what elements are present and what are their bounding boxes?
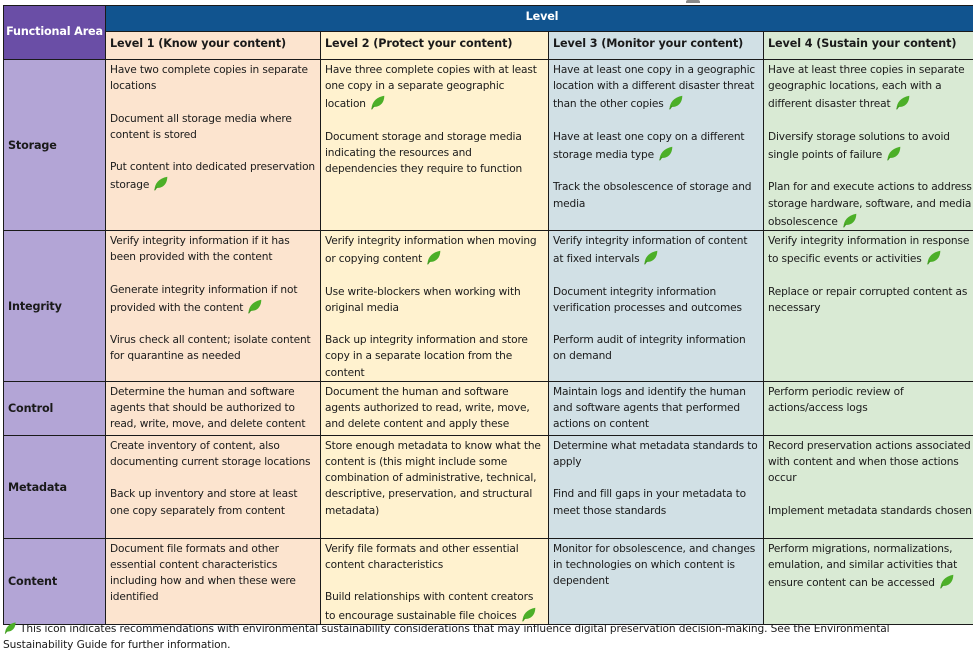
header-row-levels (4, 32, 973, 60)
table-row-control (4, 381, 973, 435)
recommendation-item (553, 486, 759, 518)
level-header: Level (106, 6, 973, 32)
table-row-storage (4, 60, 973, 231)
recommendation-text: Perform periodic review of actions/access logs (768, 385, 904, 414)
level-3-cell (549, 538, 764, 624)
recommendation-item (553, 384, 759, 433)
recommendation-text: Build relationships with content creators to encourage sustainable file choices (325, 591, 534, 622)
level-4-cell (764, 435, 973, 538)
legend (3, 621, 963, 653)
level-3-cell (549, 435, 764, 538)
level-4-header: Level 4 (Sustain your content) (764, 32, 973, 60)
level-1-cell (106, 60, 321, 231)
leaf-icon (657, 145, 674, 162)
recommendation-item (325, 589, 544, 623)
recommendation-item (553, 129, 759, 163)
recommendation-text: Document file formats and other essential content characteristics including how and when these were identified (110, 542, 296, 604)
level-1-cell (106, 538, 321, 624)
recommendation-text: Have two complete copies in separate locations (110, 64, 308, 93)
recommendation-text: Document the human and software agents authorized to read, write, move, and delete content and apply these (325, 385, 530, 431)
leaf-icon (152, 175, 169, 192)
functional-area-cell: Content (4, 538, 106, 624)
leaf-icon (425, 249, 442, 266)
recommendation-text: Generate integrity information if not provided with the content (110, 283, 298, 314)
recommendation-item (553, 62, 759, 113)
recommendation-item (325, 233, 544, 267)
level-2-cell (321, 538, 549, 624)
recommendation-text: Store enough metadata to know what the content is (this might include some combination of administrative, technical, descriptive, preservation, and structural metadata) (325, 439, 541, 517)
recommendation-item (553, 332, 759, 364)
recommendation-text: Use write-blockers when working with original media (325, 285, 521, 314)
header-row-level (4, 6, 973, 32)
recommendation-text: Verify integrity information of content at fixed intervals (553, 235, 748, 266)
recommendation-item (768, 503, 973, 519)
recommendation-item (110, 332, 316, 364)
recommendation-text: Perform migrations, normalizations, emulation, and similar activities that ensure content can be accessed (768, 542, 958, 590)
level-2-header: Level 2 (Protect your content) (321, 32, 549, 60)
recommendation-item (325, 541, 544, 573)
recommendation-text: Maintain logs and identify the human and software agents that performed actions on content (553, 385, 746, 431)
recommendation-text: Create inventory of content, also documenting current storage locations (110, 439, 311, 468)
recommendation-item (553, 179, 759, 211)
level-2-cell (321, 60, 549, 231)
table-row-integrity (4, 231, 973, 382)
recommendation-item (768, 284, 973, 316)
level-2-cell (321, 435, 549, 538)
recommendation-text: Put content into dedicated preservation storage (110, 161, 315, 192)
recommendation-item (325, 62, 544, 113)
leaf-icon (938, 573, 955, 590)
recommendation-text: Document integrity information verification processes and outcomes (553, 285, 742, 314)
functional-area-cell: Metadata (4, 435, 106, 538)
functional-area-cell: Control (4, 381, 106, 435)
recommendation-text: Have at least three copies in separate geographic locations, each with a different disaster threat (768, 64, 965, 111)
recommendation-text: Verify integrity information when moving or copying content (325, 235, 537, 266)
recommendation-item (325, 284, 544, 316)
recommendation-item (325, 332, 544, 381)
recommendation-text: Virus check all content; isolate content for quarantine as needed (110, 334, 311, 363)
recommendation-text: Document all storage media where content is stored (110, 112, 292, 141)
recommendation-item (110, 486, 316, 518)
recommendation-item (553, 284, 759, 316)
leaf-icon (246, 298, 263, 315)
recommendation-item (325, 384, 544, 433)
recommendation-text: Find and fill gaps in your metadata to meet those standards (553, 488, 746, 517)
leaf-icon (667, 94, 684, 111)
recommendation-text: Track the obsolescence of storage and media (553, 181, 752, 210)
recommendation-text: Verify integrity information in response to specific events or activities (768, 235, 970, 266)
recommendation-text: Have at least one copy in a geographic location with a different disaster threat than the other copies (553, 64, 756, 111)
legend-text: This icon indicates recommendations with environmental sustainability considerations that may influence digital preservation decision-making. See the Environmental Sustainability Guide for further information. (3, 623, 890, 651)
recommendation-text: Implement metadata standards chosen (768, 504, 972, 517)
leaf-icon (3, 621, 17, 635)
leaf-icon (925, 249, 942, 266)
leaf-icon (885, 145, 902, 162)
table-row-content (4, 538, 973, 624)
recommendation-text: Have at least one copy on a different storage media type (553, 130, 745, 161)
recommendation-item (768, 233, 973, 267)
recommendation-text: Back up inventory and store at least one copy separately from content (110, 488, 298, 517)
level-2-cell (321, 231, 549, 382)
leaf-icon (841, 212, 858, 229)
level-1-header: Level 1 (Know your content) (106, 32, 321, 60)
level-3-cell (549, 60, 764, 231)
functional-area-cell: Storage (4, 60, 106, 231)
level-1-cell (106, 231, 321, 382)
recommendation-item (768, 541, 973, 592)
recommendation-item (768, 438, 973, 487)
level-1-cell (106, 435, 321, 538)
recommendation-text: Monitor for obsolescence, and changes in technologies on which content is dependent (553, 542, 756, 588)
recommendation-item (110, 541, 316, 606)
level-4-cell (764, 60, 973, 231)
level-4-cell (764, 538, 973, 624)
levels-of-preservation-table-wrapper (3, 5, 973, 625)
recommendation-item (768, 179, 973, 230)
level-4-cell (764, 231, 973, 382)
level-3-cell (549, 231, 764, 382)
recommendation-text: Verify integrity information if it has been provided with the content (110, 235, 290, 264)
recommendation-item (110, 159, 316, 193)
recommendation-text: Diversify storage solutions to avoid single points of failure (768, 130, 950, 161)
recommendation-text: Determine the human and software agents that should be authorized to read, write, move, and delete content (110, 385, 306, 431)
functional-area-header: Functional Area (4, 6, 106, 60)
recommendation-item (768, 129, 973, 163)
recommendation-item (768, 62, 973, 113)
recommendation-text: Determine what metadata standards to apply (553, 439, 758, 468)
level-3-header: Level 3 (Monitor your content) (549, 32, 764, 60)
page-edge-mark (686, 0, 700, 3)
table-row-metadata (4, 435, 973, 538)
recommendation-text: Verify file formats and other essential content characteristics (325, 542, 519, 571)
recommendation-item (110, 384, 316, 433)
table-body (4, 60, 973, 625)
level-1-cell (106, 381, 321, 435)
recommendation-text: Have three complete copies with at least one copy in a separate geographic location (325, 64, 537, 111)
recommendation-item (768, 384, 973, 416)
recommendation-item (325, 438, 544, 519)
leaf-icon (642, 249, 659, 266)
recommendation-text: Replace or repair corrupted content as necessary (768, 285, 968, 314)
recommendation-text: Record preservation actions associated with content and when those actions occur (768, 439, 971, 485)
recommendation-item (110, 233, 316, 265)
recommendation-item (110, 62, 316, 94)
recommendation-item (325, 129, 544, 178)
functional-area-cell: Integrity (4, 231, 106, 382)
level-4-cell (764, 381, 973, 435)
recommendation-text: Perform audit of integrity information on demand (553, 334, 746, 363)
recommendation-item (110, 111, 316, 143)
recommendation-item (553, 438, 759, 470)
recommendation-item (553, 233, 759, 267)
level-2-cell (321, 381, 549, 435)
levels-of-preservation-table (3, 5, 973, 625)
level-3-cell (549, 381, 764, 435)
recommendation-item (110, 438, 316, 470)
recommendation-item (110, 282, 316, 316)
recommendation-text: Document storage and storage media indicating the resources and dependencies they require to function (325, 130, 523, 176)
leaf-icon (894, 94, 911, 111)
recommendation-item (553, 541, 759, 590)
leaf-icon (369, 94, 386, 111)
recommendation-text: Plan for and execute actions to address storage hardware, software, and media obsolescence (768, 181, 972, 228)
recommendation-text: Back up integrity information and store copy in a separate location from the content (325, 334, 528, 379)
